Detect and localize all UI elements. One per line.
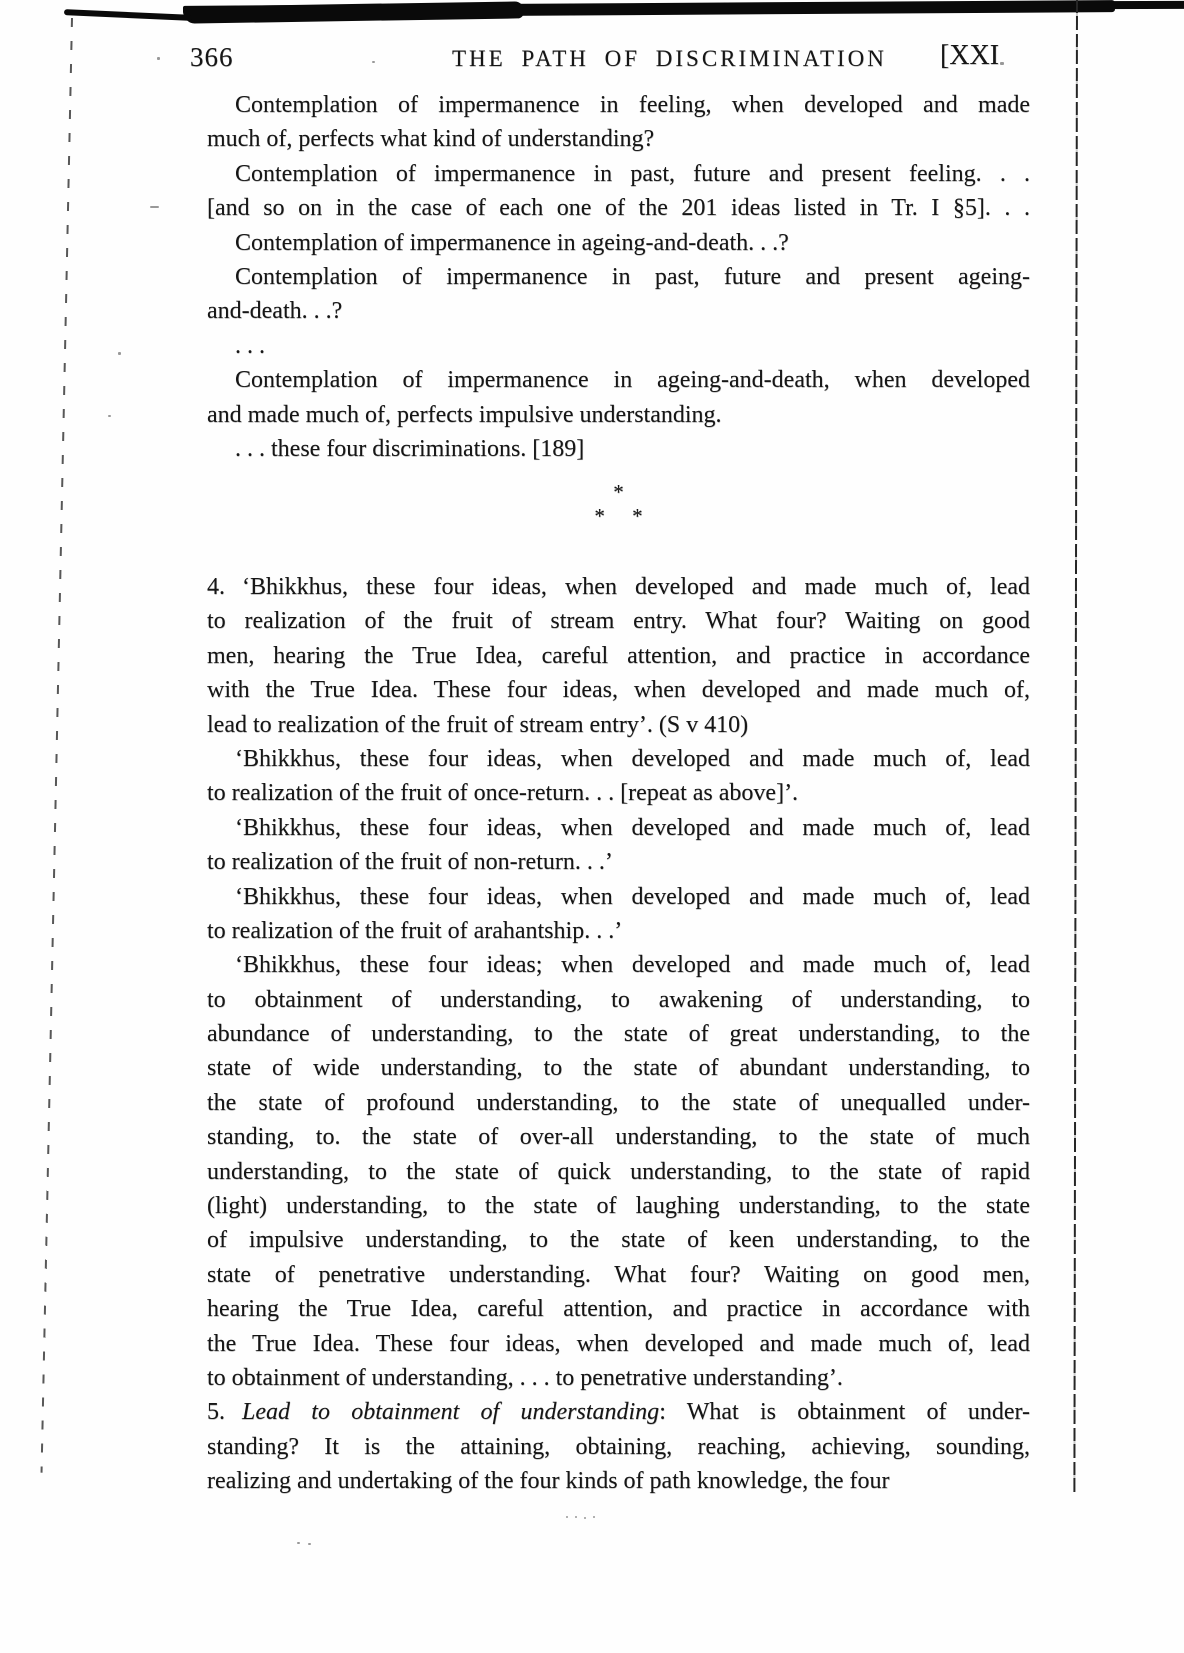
text-line bbox=[207, 1327, 1030, 1361]
italic-phrase: Lead to obtainment of understanding bbox=[242, 1399, 660, 1426]
line-text: to obtainment of understanding, to awakening of understanding, to bbox=[207, 986, 1030, 1013]
line-text: state of penetrative understanding. What four? Waiting on good men, bbox=[207, 1261, 1030, 1288]
scan-speck bbox=[118, 352, 121, 355]
asterisk-separator-bottom: * * bbox=[594, 504, 643, 528]
text-line bbox=[207, 88, 1030, 122]
text-line bbox=[207, 329, 1030, 363]
line-text: to obtainment of understanding, . . . to penetrative understanding’. bbox=[207, 1364, 843, 1391]
line-text: ‘Bhikkhus, these four ideas; when developed and made much of, lead bbox=[235, 952, 1030, 979]
scan-artifact-top-bar-tail bbox=[64, 9, 192, 21]
text-line bbox=[207, 948, 1030, 982]
text-line bbox=[207, 1051, 1030, 1085]
line-text: state of wide understanding, to the state of abundant understanding, to bbox=[207, 1055, 1030, 1082]
line-text: Contemplation of impermanence in past, future and present feeling. . . bbox=[235, 160, 1030, 187]
line-text: [and so on in the case of each one of the 201 ideas listed in Tr. I §5]. . . bbox=[207, 195, 1030, 222]
line-text: of impulsive understanding, to the state of keen understanding, to the bbox=[207, 1227, 1030, 1254]
text-line bbox=[207, 604, 1030, 638]
asterisk-separator-top: * bbox=[613, 480, 624, 504]
line-text: Contemplation of impermanence in ageing-and-death. . .? bbox=[235, 229, 789, 256]
line-text: men, hearing the True Idea, careful attention, and practice in accordance bbox=[207, 642, 1030, 669]
asterisk-separator bbox=[207, 480, 1030, 528]
line-text: much of, perfects what kind of understanding? bbox=[207, 126, 655, 153]
text-line bbox=[207, 191, 1030, 225]
line-text: Contemplation of impermanence in feeling, when developed and made bbox=[235, 92, 1030, 118]
text-line bbox=[207, 708, 1030, 742]
body-text-lower bbox=[207, 570, 1030, 1499]
text-line bbox=[207, 1464, 1030, 1498]
scan-artifact-left-edge-line bbox=[41, 18, 73, 1473]
line-text: : What is obtainment of under- bbox=[659, 1399, 1030, 1426]
text-line bbox=[207, 398, 1030, 432]
text-line bbox=[207, 363, 1030, 397]
text-line bbox=[207, 122, 1030, 156]
scan-speck bbox=[372, 61, 375, 63]
line-text: the state of profound understanding, to the state of unequalled under- bbox=[207, 1089, 1030, 1116]
scan-speck bbox=[297, 1542, 300, 1544]
text-line bbox=[207, 1223, 1030, 1257]
text-line bbox=[207, 776, 1030, 810]
line-text: standing? It is the attaining, obtaining, reaching, achieving, sounding, bbox=[207, 1433, 1030, 1460]
scan-speck bbox=[150, 206, 159, 208]
text-line bbox=[207, 294, 1030, 328]
text-line bbox=[207, 914, 1030, 948]
page-number: 366 bbox=[190, 42, 234, 72]
line-text: ‘Bhikkhus, these four ideas, when developed and made much of, lead bbox=[235, 883, 1030, 910]
line-text: hearing the True Idea, careful attention, and practice in accordance with bbox=[207, 1296, 1030, 1323]
text-line bbox=[207, 880, 1030, 914]
line-text: Contemplation of impermanence in ageing-and-death, when developed bbox=[235, 367, 1030, 394]
line-text: ‘Bhikkhus, these four ideas, when developed and made much of, lead bbox=[242, 574, 1030, 600]
text-line bbox=[207, 1292, 1030, 1326]
line-text: to realization of the fruit of stream entry. What four? Waiting on good bbox=[207, 608, 1030, 635]
text-line bbox=[207, 157, 1030, 191]
text-line bbox=[207, 673, 1030, 707]
text-line bbox=[207, 260, 1030, 294]
text-line bbox=[207, 811, 1030, 845]
line-text: understanding, to the state of quick understanding, to the state of rapid bbox=[207, 1158, 1030, 1185]
line-text: the True Idea. These four ideas, when developed and made much of, lead bbox=[207, 1330, 1030, 1357]
text-line bbox=[207, 845, 1030, 879]
text-line bbox=[207, 1017, 1030, 1051]
line-text: and-death. . .? bbox=[207, 298, 343, 325]
text-line bbox=[207, 1155, 1030, 1189]
line-text: standing, to. the state of over-all understanding, to the state of much bbox=[207, 1124, 1030, 1151]
body-text-upper bbox=[207, 88, 1030, 466]
line-text: (light) understanding, to the state of laughing understanding, to the state bbox=[207, 1193, 1030, 1220]
line-text: lead to realization of the fruit of stream entry’. (S v 410) bbox=[207, 711, 749, 738]
text-line bbox=[207, 1395, 1030, 1429]
text-line bbox=[207, 226, 1030, 260]
chapter-marker: [XXI bbox=[940, 40, 1000, 71]
scan-speck bbox=[1000, 62, 1004, 65]
text-line bbox=[207, 432, 1030, 466]
scan-artifact-right-edge-line bbox=[1073, 0, 1078, 1492]
paragraph-number: 5. bbox=[207, 1399, 225, 1426]
line-text: realizing and undertaking of the four kinds of path knowledge, the four bbox=[207, 1468, 890, 1495]
line-text: . . . these four discriminations. [189] bbox=[235, 435, 585, 462]
line-text: to realization of the fruit of arahantship. . .’ bbox=[207, 917, 623, 944]
text-line bbox=[207, 1086, 1030, 1120]
line-text: Contemplation of impermanence in past, future and present ageing- bbox=[235, 263, 1030, 290]
scan-speck bbox=[108, 415, 111, 417]
line-text: to realization of the fruit of non-return. . .’ bbox=[207, 849, 613, 876]
line-text: ‘Bhikkhus, these four ideas, when developed and made much of, lead bbox=[235, 814, 1030, 841]
text-line bbox=[207, 1189, 1030, 1223]
text-line bbox=[207, 983, 1030, 1017]
text-line bbox=[207, 1258, 1030, 1292]
line-text: ‘Bhikkhus, these four ideas, when developed and made much of, lead bbox=[235, 745, 1030, 772]
scan-speck bbox=[566, 1516, 568, 1518]
text-line bbox=[207, 742, 1030, 776]
text-line bbox=[207, 570, 1030, 604]
text-line bbox=[207, 1430, 1030, 1464]
text-line bbox=[207, 639, 1030, 673]
running-title: THE PATH OF DISCRIMINATION bbox=[452, 46, 887, 71]
line-text: to realization of the fruit of once-return. . . [repeat as above]’. bbox=[207, 780, 799, 807]
line-text: abundance of understanding, to the state of great understanding, to the bbox=[207, 1021, 1030, 1048]
line-text: and made much of, perfects impulsive understanding. bbox=[207, 401, 722, 428]
text-line bbox=[207, 1361, 1030, 1395]
scan-speck bbox=[157, 57, 160, 60]
text-line bbox=[207, 1120, 1030, 1154]
scan-artifact-top-bar-right bbox=[1096, 1, 1184, 9]
paragraph-number: 4. bbox=[207, 574, 225, 600]
line-text: . . . bbox=[235, 332, 265, 359]
line-text: with the True Idea. These four ideas, when developed and made much of, bbox=[207, 677, 1030, 704]
